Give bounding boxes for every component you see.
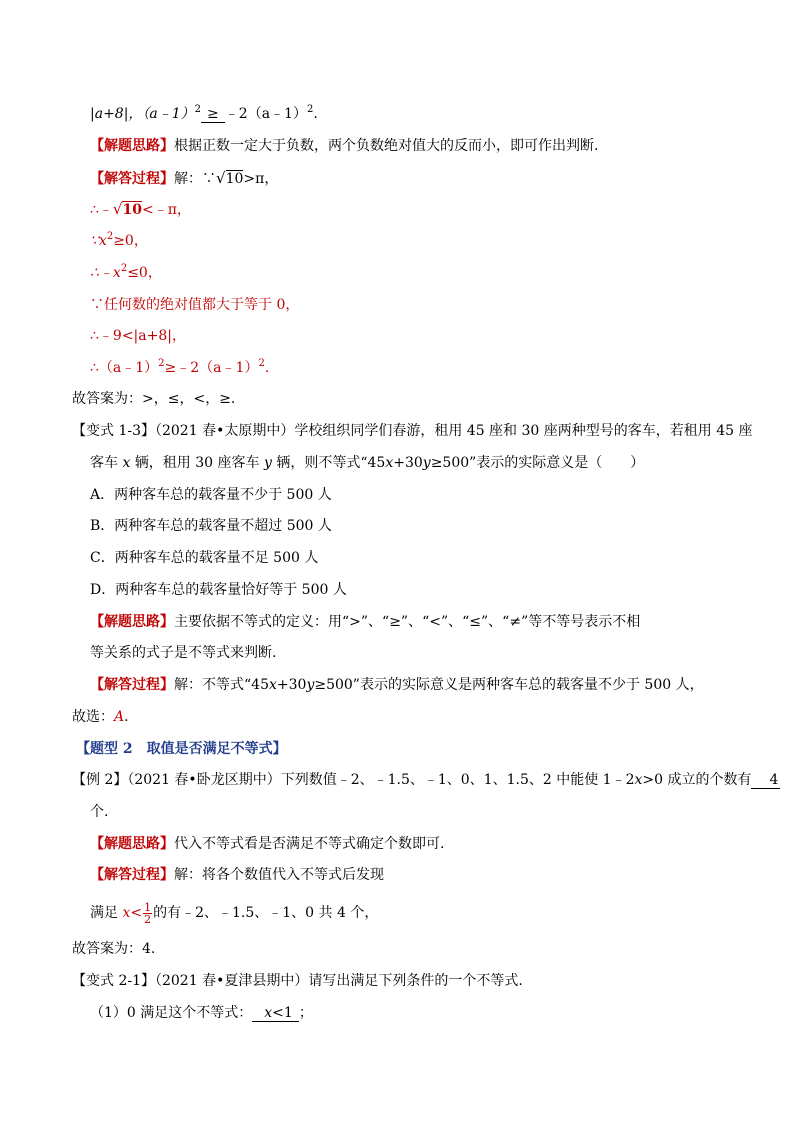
solution-process-3: 【解答过程】解：将各个数值代入不等式后发现 xyxy=(90,867,384,883)
example-2-cont: 个. xyxy=(90,804,109,820)
answer-line-1: |a+8|，（a﹣1）$^2$ ≥ ﹣2（a﹣1）$^2$. xyxy=(90,104,318,122)
step-line-4: ∴﹣√10<﹣π， xyxy=(90,200,191,218)
solution-process-2: 【解答过程】解：不等式“45x+30y≥500”表示的实际意义是两种客车总的载客量不少于 500 人， xyxy=(90,677,704,693)
step-line-8: ∴﹣9<|a+8|， xyxy=(90,328,186,344)
fraction-one-half: $\frac{1}{2}$ xyxy=(144,900,152,926)
final-answer: 故答案为：>，≤，<，≥. xyxy=(72,391,236,407)
question-continuation: 客车 x 辆，租用 30 座客车 y 辆，则不等式“45x+30y≥500”表示的实际意义是（ ） xyxy=(90,455,645,471)
answer-blank: x<1 xyxy=(252,1005,299,1022)
question-variant-2-1: 【变式 2-1】（2021 春•夏津县期中）请写出满足下列条件的一个不等式. xyxy=(72,973,523,989)
answer-blank: ≥ xyxy=(201,106,225,123)
step-fraction-line: 满足 x< $\frac{1}{2}$ 的有﹣2、﹣1.5、﹣1、0 共 4 个， xyxy=(90,900,379,926)
section-heading: 【题型 2 取值是否满足不等式】 xyxy=(76,741,287,757)
solution-idea: 【解题思路】根据正数一定大于负数，两个负数绝对值大的反而小，即可作出判断. xyxy=(90,138,599,154)
sqrt-icon: √ xyxy=(112,200,123,218)
option-b: B．两种客车总的载客量不超过 500 人 xyxy=(90,518,332,534)
solution-idea-3: 【解题思路】代入不等式看是否满足不等式确定个数即可. xyxy=(90,836,445,852)
answer-blank: 4 xyxy=(751,772,780,789)
step-line-6: $\therefore﹣x^2\le 0$， xyxy=(90,263,162,281)
solution-idea-2: 【解题思路】主要依据不等式的定义：用“>”、“≥”、“<”、“≤”、“≠”等不等号表示不相 xyxy=(90,614,641,630)
option-d: D．两种客车总的载客量恰好等于 500 人 xyxy=(90,582,347,598)
step-line-9: ∴（a﹣1）$^2$≥﹣2（a﹣1）$^2$. xyxy=(90,358,270,376)
final-answer-2: 故答案为：4. xyxy=(72,941,156,957)
step-line-5: $\because x^2\ge 0$， xyxy=(90,231,148,249)
option-a: A．两种客车总的载客量不少于 500 人 xyxy=(90,487,332,503)
solution-idea-2-cont: 等关系的式子是不等式来判断. xyxy=(90,645,277,661)
solution-process: 【解答过程】解：∵√10>π， xyxy=(90,169,279,187)
example-2: 【例 2】（2021 春•卧龙区期中）下列数值﹣2、﹣1.5、﹣1、0、1、1.5、2 中能使 1﹣2x>0 成立的个数有 4 xyxy=(72,772,779,788)
question-variant-1-3: 【变式 1-3】（2021 春•太原期中）学校组织同学们春游，租用 45 座和 30 座两种型号的客车，若租用 45 座 xyxy=(72,423,753,439)
option-c: C．两种客车总的载客量不足 500 人 xyxy=(90,550,319,566)
sqrt-icon: √ xyxy=(216,169,226,187)
final-choice: 故选：A. xyxy=(72,709,129,725)
step-line-7: ∵任何数的绝对值都大于等于 0， xyxy=(90,297,300,313)
sub-question-1: （1）0 满足这个不等式： x<1 ； xyxy=(90,1005,313,1021)
